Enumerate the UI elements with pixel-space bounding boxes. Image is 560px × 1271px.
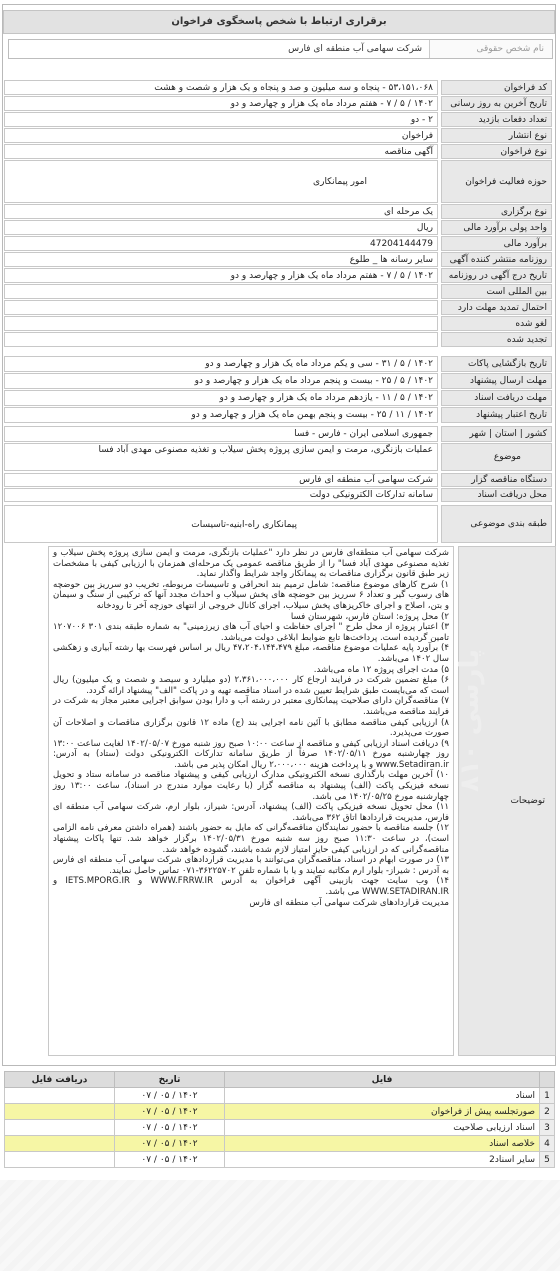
desc-paragraph: شرکت سهامی آب منطقه‌ای فارس در نظر دارد "عملیات بازنگری، مرمت و ایمن سازی پروژه پخش سیلاب و تغذیه مصنوعی مهدی آباد فسا" را از طریق مناقصه عمومی یک مرحله‌ای همزمان با ارزیابی کیفی با مشخصات زیر طبق قانون برگزاری مناقصات به پیمانکار واجد شرایط واگذار نماید. [53, 548, 449, 580]
label-validity: تاریخ اعتبار پیشنهاد [441, 407, 552, 423]
row-pub-date [4, 268, 552, 283]
label-call-type: نوع فراخوان [441, 144, 552, 159]
value-category: پیمانکاری راه-ابنیه-تاسیسات [4, 505, 438, 543]
row-location [4, 426, 552, 442]
contact-header[interactable]: برقراری ارتباط با شخص پاسخگوی فراخوان [3, 10, 555, 34]
download-link[interactable] [5, 1152, 115, 1168]
row-publisher [4, 128, 552, 143]
label-unit: واحد پولی برآورد مالی [441, 220, 552, 235]
row-open-date [4, 356, 552, 372]
file-date: ۱۴۰۲ / ۰۵ / ۰۷ [115, 1136, 225, 1152]
row-unit [4, 220, 552, 235]
value-location: جمهوری اسلامی ایران - فارس - فسا [4, 426, 438, 442]
label-intl: بین المللی است [441, 284, 552, 299]
desc-paragraph: ۲) محل پروژه: استان فارس، شهرستان فسا [290, 611, 449, 622]
files-header-row [5, 1072, 555, 1088]
row-renew [4, 332, 552, 347]
col-name: فایل [225, 1072, 540, 1088]
file-num: 3 [540, 1120, 555, 1136]
download-link[interactable] [5, 1120, 115, 1136]
row-call-type [4, 144, 552, 159]
value-send-deadline: ۱۴۰۲ / ۵ / ۲۵ - بیست و پنجم مرداد ماه یک هزار و چهارصد و دو [4, 373, 438, 389]
file-name: سایر اسناد2 [225, 1152, 540, 1168]
file-num: 4 [540, 1136, 555, 1152]
value-media: سایر رسانه ها _ طلوع [4, 252, 438, 267]
label-estimate: برآورد مالی [441, 236, 552, 251]
row-media [4, 252, 552, 267]
value-subject: عملیات بازنگری، مرمت و ایمن سازی پروژه پخش سیلاب و تغذیه مصنوعی مهدی آباد فسا [4, 443, 438, 471]
row-estimate [4, 236, 552, 251]
label-doc-deadline: مهلت دریافت اسناد [441, 390, 552, 406]
download-link[interactable] [5, 1088, 115, 1104]
label-doc-place: محل دریافت اسناد [441, 488, 552, 502]
value-stage: یک مرحله ای [4, 204, 438, 219]
label-extend: احتمال تمدید مهلت دارد [441, 300, 552, 315]
row-field [4, 160, 552, 203]
label-stage: نوع برگزاری [441, 204, 552, 219]
contact-label: نام شخص حقوقی [429, 40, 552, 58]
row-validity [4, 407, 552, 423]
desc-paragraph: ۱۴) وب سایت جهت بازبینی آگهی فراخوان به آدرس WWW.FRRW.IR و IETS.MPORG.IR و WWW.SETADIRAN.IR می باشد. [53, 876, 449, 897]
download-link[interactable] [5, 1104, 115, 1120]
label-cancel: لغو شده [441, 316, 552, 331]
watermark: پارسی ۸۱۰ [455, 648, 485, 792]
row-last-update [4, 96, 552, 111]
desc-paragraph: ۱۰) آخرین مهلت بارگذاری نسخه الکترونیکی مدارک ارزیابی کیفی و پیشنهاد مناقصه در سامانه ستاد و تحویل نسخه فیزیکی پاکت (الف) پیشنهاد به مناقصه گزار (با رعایت موارد مندرج در اسناد)، ساعت ۱۳:۰۰ روز چهارشنبه مورخ ۱۴۰۲/۰۵/۲۵ می باشد. [53, 770, 449, 802]
file-row [5, 1088, 555, 1104]
file-row [5, 1152, 555, 1168]
blurred-footer [0, 1180, 560, 1271]
label-pub-date: تاریخ درج آگهی در روزنامه [441, 268, 552, 283]
file-date: ۱۴۰۲ / ۰۵ / ۰۷ [115, 1152, 225, 1168]
row-send-deadline [4, 373, 552, 389]
label-send-deadline: مهلت ارسال پیشنهاد [441, 373, 552, 389]
label-open-date: تاریخ بازگشایی پاکات [441, 356, 552, 372]
value-publisher: فراخوان [4, 128, 438, 143]
desc-paragraph: ۳) اعتبار پروژه از محل طرح " اجرای حفاظت و احیای آب های زیرزمینی" به شماره طبقه بندی ۳۰۱ ۱۲۰۷۰۰۶ تامین گردیده است. پرداخت‌ها تابع ضوابط ابلاغی دولت می‌باشد. [53, 622, 449, 643]
col-num [540, 1072, 555, 1088]
col-download: دریافت فایل [5, 1072, 115, 1088]
file-name: اسناد [225, 1088, 540, 1104]
value-unit: ریال [4, 220, 438, 235]
row-category [4, 505, 552, 543]
file-row [5, 1136, 555, 1152]
file-num: 2 [540, 1104, 555, 1120]
file-date: ۱۴۰۲ / ۰۵ / ۰۷ [115, 1088, 225, 1104]
row-code [4, 80, 552, 95]
description-label: توضیحات [458, 546, 556, 1056]
row-doc-deadline [4, 390, 552, 406]
label-visits: تعداد دفعات بازدید [441, 112, 552, 127]
row-cancel [4, 316, 552, 331]
file-name: اسناد ارزیابی صلاحیت [225, 1120, 540, 1136]
label-org: دستگاه مناقصه گزار [441, 473, 552, 487]
value-doc-deadline: ۱۴۰۲ / ۵ / ۱۱ - یازدهم مرداد ماه یک هزار و چهارصد و دو [4, 390, 438, 406]
value-estimate: 47204144479 [4, 236, 438, 251]
label-location: کشور | استان | شهر [441, 426, 552, 442]
row-visits [4, 112, 552, 127]
file-row [5, 1104, 555, 1120]
desc-paragraph: ۷) مناقصه‌گران دارای صلاحیت پیمانکاری معتبر در رشته آب و دارا بودن سوابق اجرایی معتبر مجاز به شرکت در فرایند مناقصه می‌باشند. [53, 696, 449, 717]
row-extend [4, 300, 552, 315]
file-num: 5 [540, 1152, 555, 1168]
value-cancel [4, 316, 438, 331]
desc-paragraph: ۴) برآورد پایه عملیات موضوع مناقصه، مبلغ ۴۷،۲۰۴،۱۴۴،۴۷۹ ریال بر اساس فهرست بها رشته آبیاری و زهکشی سال ۱۴۰۲ می‌باشد. [53, 643, 449, 664]
label-subject: موضوع [441, 443, 552, 471]
row-doc-place [4, 488, 552, 502]
file-num: 1 [540, 1088, 555, 1104]
label-category: طبقه بندی موضوعی [441, 505, 552, 543]
value-code: ۵۳،۱۵۱،۰۶۸ - پنجاه و سه میلیون و صد و پنجاه و یک هزار و شصت و هشت [4, 80, 438, 95]
contact-value: شرکت سهامی آب منطقه ای فارس [288, 44, 422, 54]
value-open-date: ۱۴۰۲ / ۵ / ۳۱ - سی و یکم مرداد ماه یک هزار و چهارصد و دو [4, 356, 438, 372]
label-publisher: نوع انتشار [441, 128, 552, 143]
desc-paragraph: ۸) ارزیابی کیفی مناقصه مطابق با آئین نامه اجرایی بند (ج) ماده ۱۲ قانون برگزاری مناقصات و اصلاحات آن صورت می‌پذیرد. [53, 717, 449, 739]
value-visits: ۲ - دو [4, 112, 438, 127]
row-intl [4, 284, 552, 299]
value-renew [4, 332, 438, 347]
description-text [48, 546, 454, 1056]
label-field: حوزه فعالیت فراخوان [441, 160, 552, 203]
download-link[interactable] [5, 1136, 115, 1152]
value-last-update: ۱۴۰۲ / ۵ / ۷ - هفتم مرداد ماه یک هزار و چهارصد و دو [4, 96, 438, 111]
desc-paragraph: ۱۲) جلسه مناقصه با حضور نمایندگان مناقصه‌گرانی که مایل به حضور باشند (همراه داشتن معرفی نامه الزامی است)، در ساعت ۱۱:۳۰ صبح روز سه شنبه مورخ ۱۴۰۲/۰۵/۳۱ برگزار خواهد شد. تنها پاکات پیشنهاد مناقصه‌گرانی که در ارزیابی کیفی حایز امتیاز لازم شده باشند، گشوده خواهد شد. [53, 823, 450, 855]
file-date: ۱۴۰۲ / ۰۵ / ۰۷ [115, 1120, 225, 1136]
row-org [4, 473, 552, 487]
desc-paragraph: ۵) مدت اجرای پروژه ۱۲ ماه می‌باشد. [313, 664, 449, 675]
label-last-update: تاریخ آخرین به روز رسانی [441, 96, 552, 111]
value-field: امور پیمانکاری [4, 160, 438, 203]
desc-paragraph: ۶) مبلغ تضمین شرکت در فرایند ارجاع کار ۲،۳۶۱،۰۰۰،۰۰۰ (دو میلیارد و سیصد و شصت و یک میلیون) ریال است که می‌بایست طبق شرایط تعیین شده در اسناد مناقصه تهیه و در پاکت "الف" پیشنهاد ارائه گردد. [53, 675, 449, 696]
desc-paragraph: ۹) دریافت اسناد ارزیابی کیفی و مناقصه از ساعت ۱۰:۰۰ صبح روز شنبه مورخ ۱۴۰۲/۰۵/۰۷ لغایت ساعت ۱۳:۰۰ روز چهارشنبه مورخ ۱۴۰۲/۰۵/۱۱ صرفاً از طریق سامانه تدارکات الکترونیکی دولت (ستاد) به آدرس: www.Setadiran.ir و با پرداخت هزینه ۲،۰۰۰،۰۰۰ ریال امکان پذیر می باشد. [53, 738, 450, 770]
label-renew: تجدید شده [441, 332, 552, 347]
file-name: خلاصه اسناد [225, 1136, 540, 1152]
files-table [4, 1071, 555, 1168]
value-doc-place: سامانه تدارکات الکترونیکی دولت [4, 488, 438, 502]
value-pub-date: ۱۴۰۲ / ۵ / ۷ - هفتم مرداد ماه یک هزار و چهارصد و دو [4, 268, 438, 283]
label-media: روزنامه منتشر کننده آگهی [441, 252, 552, 267]
desc-paragraph: مدیریت قراردادهای شرکت سهامی آب منطقه ای فارس [249, 897, 449, 908]
row-stage [4, 204, 552, 219]
file-name: صورتجلسه پیش از فراخوان [225, 1104, 540, 1120]
value-extend [4, 300, 438, 315]
label-code: کد فراخوان [441, 80, 552, 95]
desc-paragraph: ۱) شرح کارهای موضوع مناقصه: شامل ترمیم بند انحرافی و تاسیسات مربوطه، تخریب دو سرریز بین حوضچه های رسوب گیر و تعداد ۶ سرریز بین حوضچه های پخش سیلاب و احداث مجدد آنها که ترکیبی از سنگ و سیمان و بتن، اصلاح و اجرای خاکریزهای پخش سیلاب، اجرای کانال خروجی از انتهای حوزچه آخر تا رودخانه [53, 579, 449, 611]
value-call-type: آگهی مناقصه [4, 144, 438, 159]
file-date: ۱۴۰۲ / ۰۵ / ۰۷ [115, 1104, 225, 1120]
row-subject [4, 443, 552, 471]
contact-row [8, 39, 553, 59]
desc-paragraph: ۱۳) در صورت ابهام در اسناد، مناقصه‌گران می‌توانند با مدیریت قراردادهای شرکت سهامی آب منطقه ای فارس به آدرس : شیراز- بلوار ارم مکاتبه نمایند و یا با شماره تلفن ۳۶۲۲۵۷۰۲-۰۷۱ تماس حاصل نمایند. [53, 855, 449, 876]
file-row [5, 1120, 555, 1136]
desc-paragraph: ۱۱) محل تحویل نسخه فیزیکی پاکت (الف) پیشنهاد، آدرس: شیراز، بلوار ارم، شرکت سهامی آب منطقه ای فارس، مدیریت قراردادها اتاق ۳۶۲ می‌باشد. [53, 802, 449, 823]
value-validity: ۱۴۰۲ / ۱۱ / ۲۵ - بیست و پنجم بهمن ماه یک هزار و چهارصد و دو [4, 407, 438, 423]
col-date: تاریخ [115, 1072, 225, 1088]
value-org: شرکت سهامی آب منطقه ای فارس [4, 473, 438, 487]
value-intl [4, 284, 438, 299]
